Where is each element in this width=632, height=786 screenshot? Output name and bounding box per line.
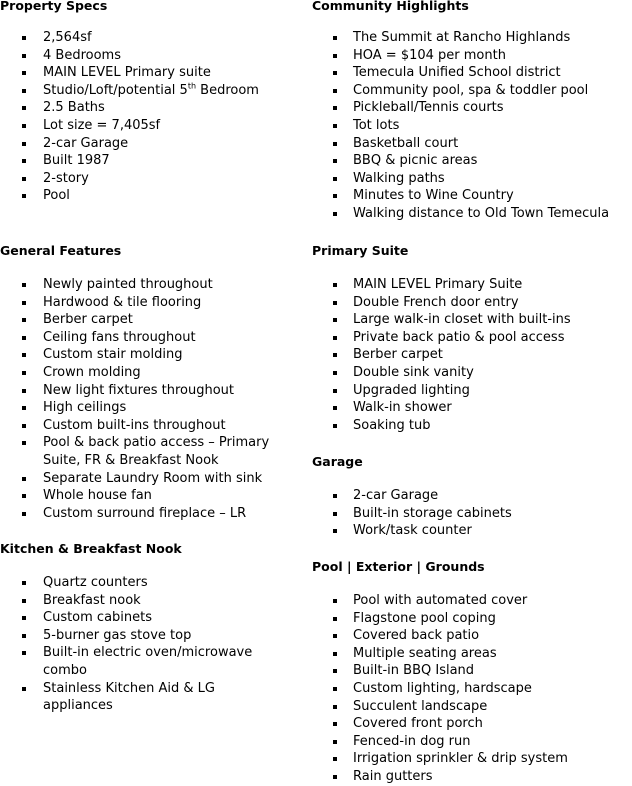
list-item: MAIN LEVEL Primary Suite [312,276,632,294]
list-item: Whole house fan [0,487,300,505]
list-item: MAIN LEVEL Primary suite [0,64,300,82]
list-item: Separate Laundry Room with sink [0,470,300,488]
general-features-section [0,243,300,522]
list-item: Walking paths [312,170,632,188]
list-item: Crown molding [0,364,300,382]
kitchen-section [0,541,300,715]
list-item: BBQ & picnic areas [312,152,632,170]
list-item: Custom stair molding [0,346,300,364]
list-item: Built-in BBQ Island [312,662,632,680]
property-specs-section [0,0,300,205]
list-item: Stainless Kitchen Aid & LG appliances [0,680,248,715]
list-item: Covered front porch [312,715,632,733]
property-specs-heading: Property Specs [0,0,108,13]
list-item: Fenced-in dog run [312,733,632,751]
list-item: Multiple seating areas [312,645,632,663]
property-specs-list [0,29,300,205]
list-item: Hardwood & tile flooring [0,294,300,312]
list-item: Built-in storage cabinets [312,505,632,523]
list-item: Custom cabinets [0,609,300,627]
list-item: Work/task counter [312,522,632,540]
list-item: Succulent landscape [312,698,632,716]
list-item: Double sink vanity [312,364,632,382]
list-item: Irrigation sprinkler & drip system [312,750,632,768]
list-item: Soaking tub [312,417,632,435]
kitchen-list [0,574,300,715]
list-item: Basketball court [312,135,632,153]
list-item: New light fixtures throughout [0,382,300,400]
list-item: Flagstone pool coping [312,610,632,628]
exterior-heading: Pool | Exterior | Grounds [312,559,485,574]
list-item: Lot size = 7,405sf [0,117,300,135]
list-item: 2-car Garage [0,135,300,153]
list-item: Covered back patio [312,627,632,645]
primary-suite-heading: Primary Suite [312,243,409,258]
list-item: 4 Bedrooms [0,47,300,65]
list-item: Ceiling fans throughout [0,329,300,347]
list-item: Minutes to Wine Country [312,187,632,205]
general-features-list [0,276,300,522]
list-item: High ceilings [0,399,300,417]
list-item: Upgraded lighting [312,382,632,400]
list-item: Community pool, spa & toddler pool [312,82,632,100]
list-item: 2-story [0,170,300,188]
exterior-list [312,592,632,786]
list-item: Pickleball/Tennis courts [312,99,632,117]
list-item: The Summit at Rancho Highlands [312,29,632,47]
list-item: Temecula Unified School district [312,64,632,82]
list-item: Rain gutters [312,768,632,786]
primary-suite-list [312,276,632,434]
list-item: Built-in electric oven/microwave combo [0,644,278,679]
list-item: Double French door entry [312,294,632,312]
list-item: Pool & back patio access – Primary Suite, FR & Breakfast Nook [0,434,295,469]
list-item: 5-burner gas stove top [0,627,300,645]
community-heading: Community Highlights [312,0,469,13]
list-item: Custom lighting, hardscape [312,680,632,698]
list-item: Pool with automated cover [312,592,632,610]
community-list [312,29,632,223]
list-item: Berber carpet [0,311,300,329]
list-item: Pool [0,187,300,205]
list-item: Walking distance to Old Town Temecula [312,205,632,223]
list-item: 2.5 Baths [0,99,300,117]
list-item: Walk-in shower [312,399,632,417]
list-item: Newly painted throughout [0,276,300,294]
list-item: Large walk-in closet with built-ins [312,311,632,329]
list-item: Quartz counters [0,574,300,592]
list-item: Built 1987 [0,152,300,170]
general-features-heading: General Features [0,243,122,258]
list-item: Custom surround fireplace – LR [0,505,300,523]
garage-section [312,454,632,540]
list-item: 2-car Garage [312,487,632,505]
garage-heading: Garage [312,454,363,469]
list-item: HOA = $104 per month [312,47,632,65]
list-item: Custom built-ins throughout [0,417,300,435]
list-item: Private back patio & pool access [312,329,632,347]
list-item: Tot lots [312,117,632,135]
exterior-section [312,559,632,786]
kitchen-heading: Kitchen & Breakfast Nook [0,541,182,556]
list-item: Studio/Loft/potential 5th Bedroom [0,82,300,100]
list-item: Breakfast nook [0,592,300,610]
community-section [312,0,632,223]
primary-suite-section [312,243,632,434]
list-item: Berber carpet [312,346,632,364]
garage-list [312,487,632,540]
list-item: 2,564sf [0,29,300,47]
